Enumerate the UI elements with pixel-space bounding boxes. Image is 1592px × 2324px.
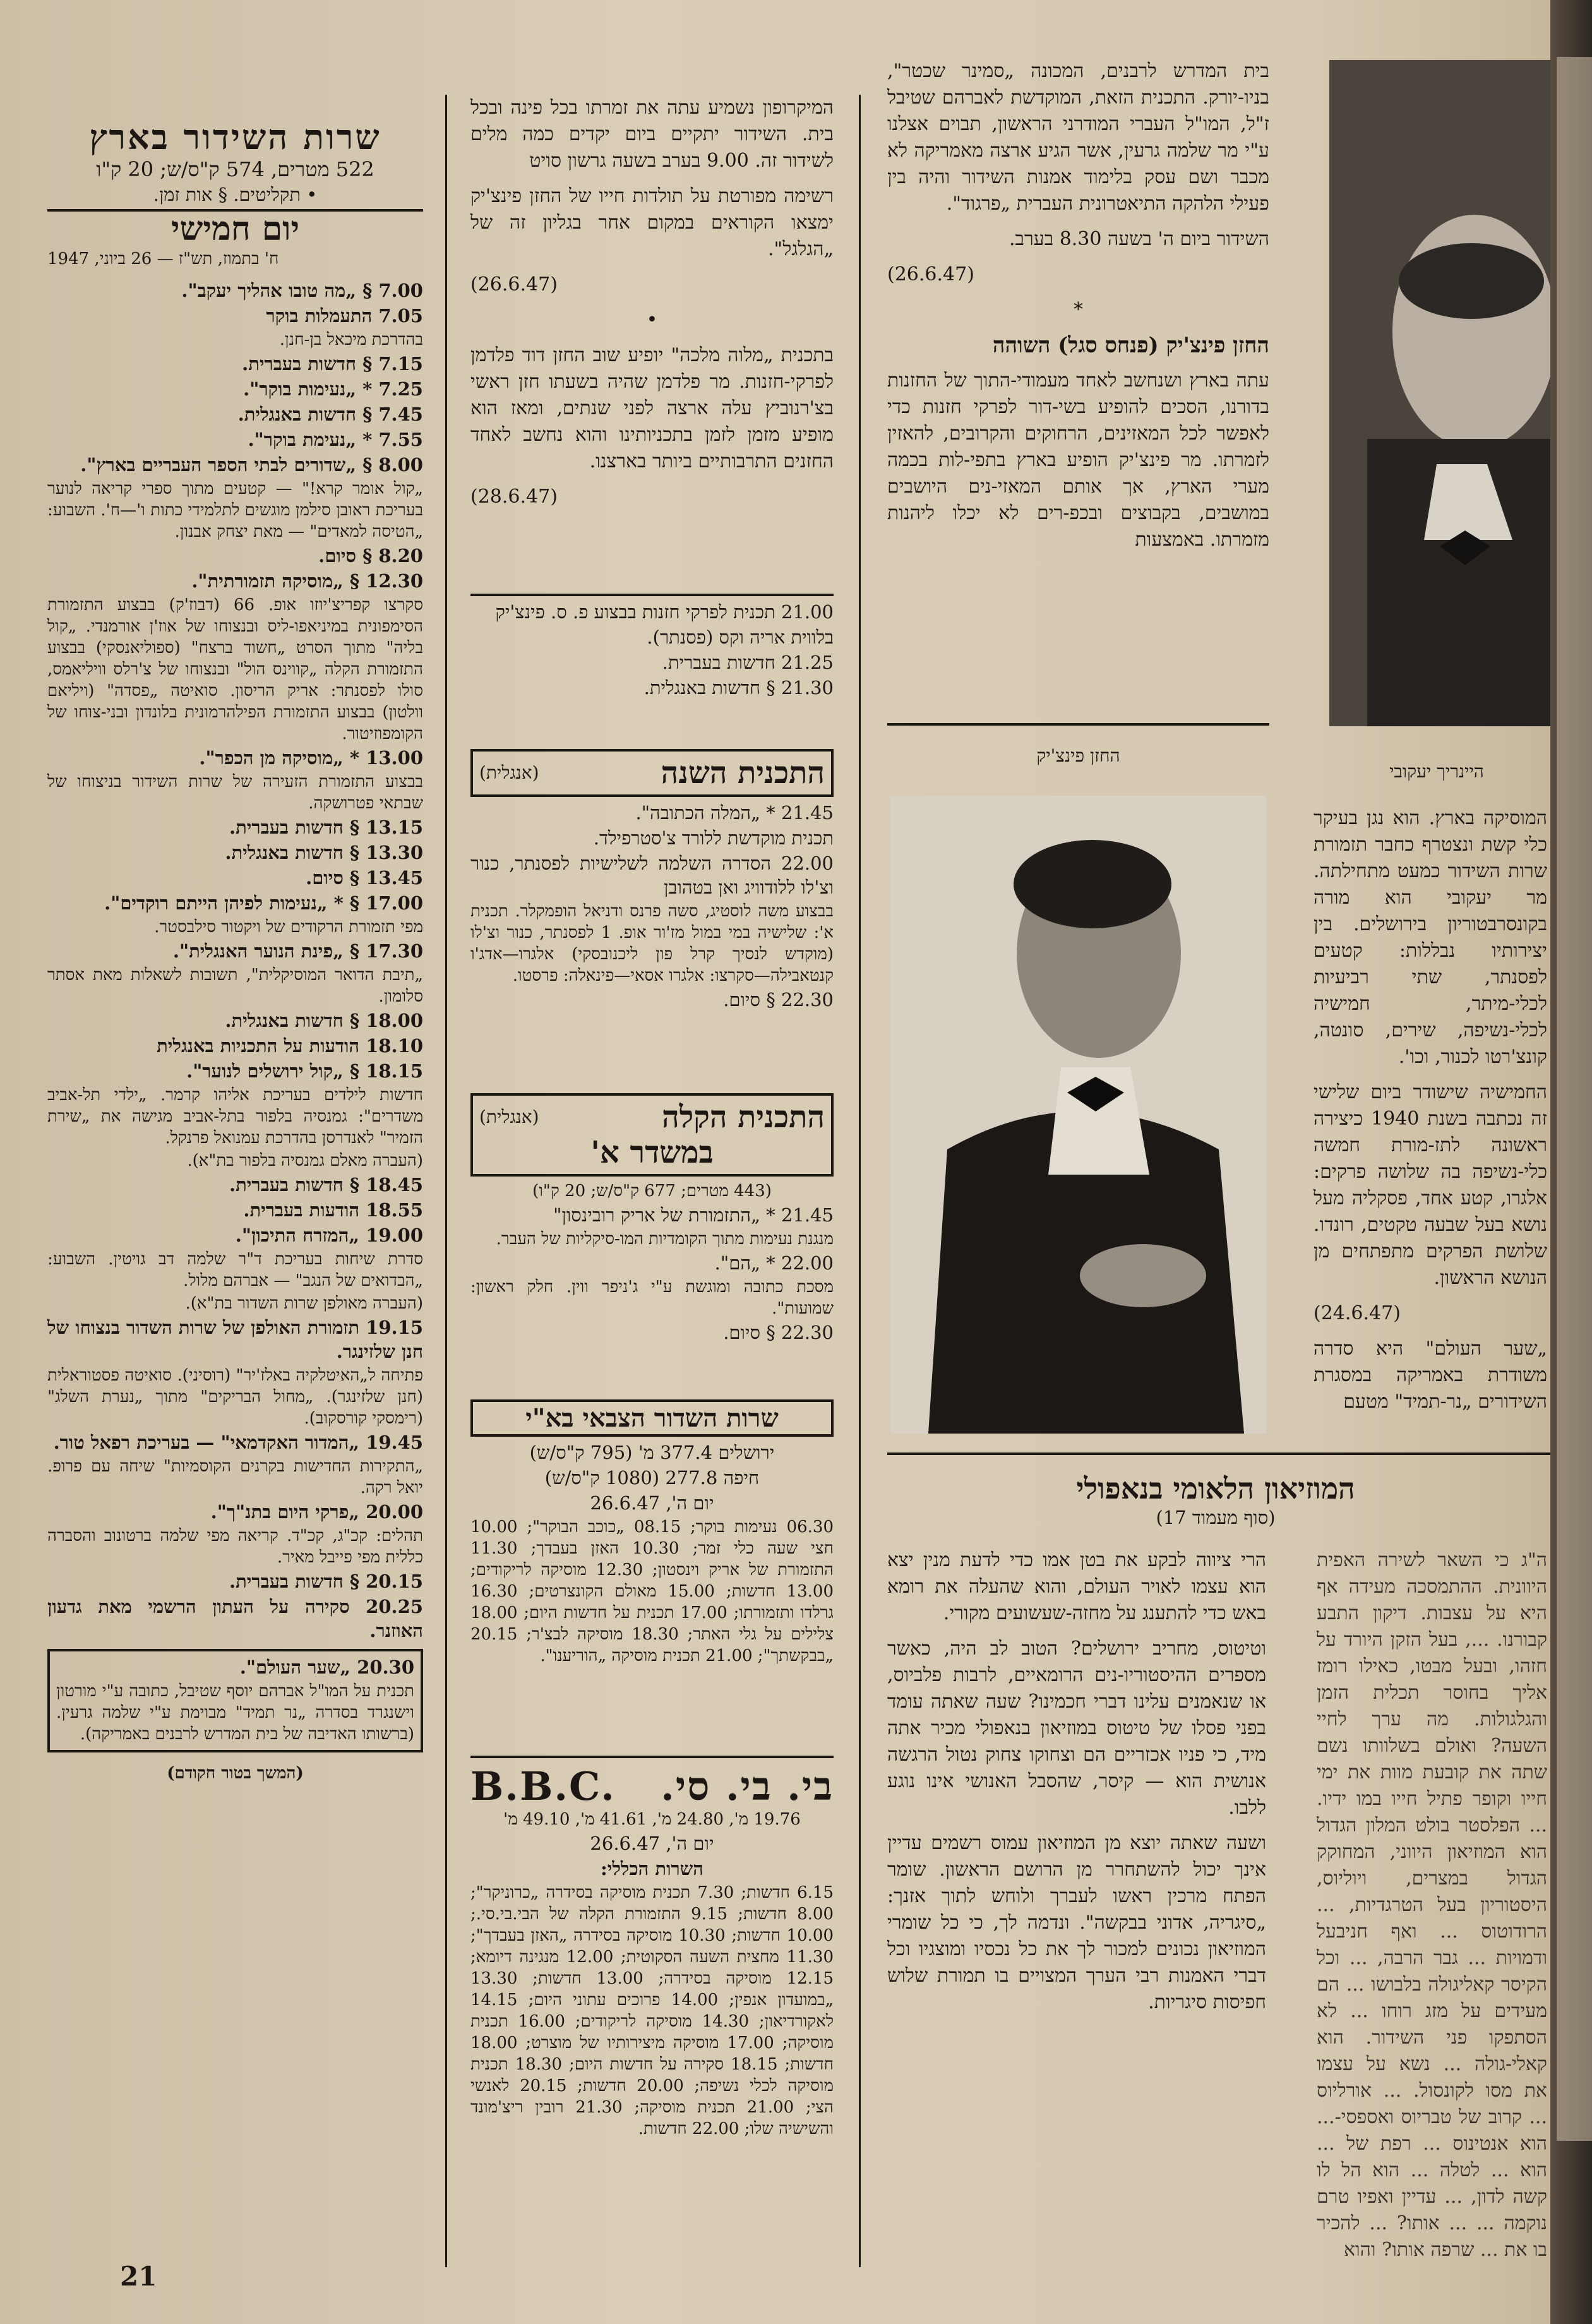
schedule-item: 20.15 § חדשות בעברית. xyxy=(229,1571,423,1592)
paragraph: רשימה מפורטת על תולדות חייו של החזן פינצ'יק ימצאו הקוראים במקום אחר בגליון זה של „הגלגל". xyxy=(470,185,834,260)
schedule-list xyxy=(47,279,423,1643)
schedule-item: בלווית אריה וקס (פסנתר). xyxy=(647,626,834,648)
column-rule xyxy=(445,95,447,2267)
schedule-item: בבצוע משה לוסטיג, סשה פרנס ודניאל הופמקלר. תכנית א': שלישיה במי במול מז'ור אופ. 1 לפסנתר, כנור וצ'לו (מוקדש לנסיך קרל פון ליכנובסקי) אלגרו—אדג'ו קנטאבילה—סקרצו: אלגרו אסאי—פינאלה: פרסטו. xyxy=(470,902,834,985)
column-rule xyxy=(859,95,861,2267)
ornament: • xyxy=(646,309,658,331)
box-light-programme xyxy=(470,1089,834,1346)
schedule-body: 06.30 נעימות בוקר; 08.15 „כוכב הבוקר"; 10.00 חצי שעה כלי זמר; 10.30 האזן בעבדך; 11.30 התזמורת של אריק וינסטון; 12.30 מוסיקה לריקודים; 13.00 חדשות; 15.00 מאולם הקונצרטים; 16.30 גרלדו ותזמורתו; 17.00 תכנית על חדשות היום; 18.00 צלילים על גלי האתר; 18.30 מוסיקה לבצ'ר; 20.15 „בבקשתך"; 21.00 תכנית מוסיקה „הוריענו". xyxy=(470,1518,834,1665)
paragraph: החמישיה שישודר ביום שלישי זה נכתבה בשנת 1940 כיצירה ראשונה לתז-מורת חמשה כלי-נשיפה בה שלושה פרקים: אלגרו, קטע אחד, פסקליה מעל נושא בעל שבעה טקטים, רונדו. שלושת הפרקים מתפתחים מן הנושא הראשון. xyxy=(1314,1081,1547,1289)
article-mid-top xyxy=(470,95,834,519)
section-header-box xyxy=(470,1093,834,1177)
bbc-section xyxy=(470,1756,834,2141)
schedule-item: 7.55 * „נעימת בוקר". xyxy=(248,429,423,450)
schedule-item: 7.00 § „מה טובו אהליך יעקב". xyxy=(181,280,423,301)
schedule-item: 22.30 § סיום. xyxy=(723,1322,834,1343)
paragraph: עתה בארץ ושנחשב לאחד מעמודי-התוך של החזנות בדורנו, הסכים להופיע בשי-דור לפרקי חזנות כדי לאפשר לכל המאזינים, הרחוקים והקרובים, להאזין לזמרתו. מר פינצ'יק הופיע בארץ בתפי-לות בכמה מערי הארץ, אך אותם המאזי-נים היושבים במושבים, בקבוצים ובכפ-רים לא יכלו ליהנות מזמרתו. באמצעות xyxy=(887,369,1269,551)
schedule-item: סדרת שיחות בעריכת ד"ר שלמה דב גויטין. השבוע: „הבדואים של הנגב" — אברהם מלול. xyxy=(47,1250,423,1290)
schedule-item: (העברה מאלם גמנסיה בלפור בת"א). xyxy=(187,1151,423,1170)
schedule-item: 21.25 חדשות בעברית. xyxy=(662,652,834,673)
box-world-gate xyxy=(47,1649,423,1752)
portrait-photo-jacoby xyxy=(1329,60,1550,726)
date-line: יום ה', 26.6.47 xyxy=(590,1833,714,1854)
frequency-line: (443 מטרים; 677 ק"ס/ש; 20 ק"ו) xyxy=(532,1182,772,1201)
schedule-item: „קול אומר קרא!" — קטעים מתוך ספרי קריאה לנוער בעריכת ראובן סילמן מוגשים לתלמידי כתות ו'—ח'. השבוע: „הטיסה למאדים" — מאת יצחק אבנון. xyxy=(47,479,423,541)
schedule-item: תהלים: קכ"ג, קכ"ד. קריאה מפי שלמה ברטונוב והסברה כללית מפי פייבל מאיר. xyxy=(47,1526,423,1567)
date-line: ח' בתמוז, תש"ז — 26 ביוני, 1947 xyxy=(47,249,279,268)
schedule-item: 18.15 § „קול ירושלים לנוער". xyxy=(186,1060,423,1082)
divider xyxy=(470,594,834,596)
schedule-item: חדשות לילדים בעריכת אליהו קרמר. „ילדי תל-אביב משדרים": גמנסיה בלפור בתל-אביב מגישה את „שירת הזמיר" לאנדרסן בהדרכת עמנואל פרנקל. xyxy=(47,1086,423,1147)
date-line: יום ה', 26.6.47 xyxy=(590,1492,714,1514)
schedule-item: 21.45 * „התזמורת של אריק רובינסון" xyxy=(553,1204,834,1226)
paragraph: הרי ציווה לבקע את בטן אמו כדי לדעת מנין יצא הוא עצמו לאויר העולם, והוא שהעלה את רומא באש כדי להתענג על מחזה-שעשועים מקורי. xyxy=(887,1549,1266,1624)
army-broadcast-section xyxy=(470,1396,834,1668)
bbc-title-he: בי. בי. סי. xyxy=(661,1763,834,1809)
schedule-item: 22.30 § סיום. xyxy=(723,989,834,1010)
section-title: התכנית הקלה xyxy=(662,1099,825,1135)
schedule-item: 21.30 § חדשות באנגלית. xyxy=(643,677,834,698)
date-stamp: (26.6.47) xyxy=(470,273,558,296)
schedule-item: 18.00 § חדשות באנגלית. xyxy=(225,1010,423,1031)
page-number: 21 xyxy=(120,2261,157,2292)
schedule-item: 13.45 § סיום. xyxy=(306,867,423,889)
schedule-item: 7.15 § חדשות בעברית. xyxy=(242,353,423,374)
section-title: שרות השידור בארץ xyxy=(89,117,381,157)
frequency-line: חיפה 277.8 (1080 ק"ס/ש) xyxy=(544,1467,760,1488)
schedule-item: בהדרכת מיכאל בן-חנן. xyxy=(279,330,423,349)
schedule-left-column xyxy=(47,117,423,1785)
paragraph: השידור ביום ה' בשעה 8.30 בערב. xyxy=(1008,228,1269,250)
schedule-item: מסכת כתובה ומוגשת ע"י ג'ניפר ווין. חלק ראשון: שמועות". xyxy=(470,1278,834,1318)
schedule-mid-1 xyxy=(470,600,834,701)
date-stamp: (24.6.47) xyxy=(1314,1302,1401,1324)
box-body: תכנית על המו"ל אברהם יוסף שטיבל, כתובה ע"י מורטון וישנגרד בסדרה „נר תמיד" מבוימת ע"י שלמה גרעין. (ברשותו האדיבה של בית המדרש לרבנים באמריקה). xyxy=(56,1682,414,1744)
caption-jacoby: היינריך יעקובי xyxy=(1389,761,1484,782)
bbc-title-en: B.B.C. xyxy=(470,1763,616,1809)
day-title: יום חמישי xyxy=(171,210,300,248)
schedule-item: 19.15 תזמורת האולפן של שרות השדור בנצוחו של חנן שלזינגר. xyxy=(47,1317,423,1362)
schedule-item: בבצוע התזמורת הזעירה של שרות השידור בניצוחו של שבתאי פטרושקה. xyxy=(47,772,423,813)
paragraph: „שער העולם" היא סדרה משודרת באמריקה במסגרת השידורים „נר-תמיד" מטעם xyxy=(1314,1338,1547,1413)
paragraph: בית המדרש לרבנים, המכונה „סמינר שכטר", בניו-יורק. התכנית הזאת, המוקדשת לאברהם שטיבל ז"ל, המו"ל העברי המודרני הראשון, תבוים אצלנו ע"י מר שלמה גרעין, אשר הגיע ארצה מאמריקה לא מכבר ושם עסק בלימוד אמנות השידור והיה בין פעילי הלהקה התיאטרונית העברית „פרגוד". xyxy=(887,60,1269,215)
schedule-item: 21.45 * „המלה הכתובה". xyxy=(635,802,834,824)
schedule-item: 22.00 * „הם". xyxy=(714,1252,834,1274)
schedule-item: (העברה מאולפן שרות השדור בת"א). xyxy=(185,1294,423,1313)
schedule-item: 7.25 * „נעימות בוקר". xyxy=(243,378,423,400)
schedule-item: פתיחה ל„האיטלקיה באלז'יר" (רוסיני). סואיטה פסטוראלית (חנן שלזינגר). „מחול הבריקים" מתוך „נערת השלג" (רימסקי קורסקוב). xyxy=(47,1366,423,1428)
divider xyxy=(887,1452,1550,1455)
section-lang: (אנגלית) xyxy=(479,762,539,783)
bbc-subtitle: השרות הכללי: xyxy=(601,1858,703,1879)
schedule-item: „תיבת הדואר המוסיקלית", תשובות לשאלות מאת אסתר סלומון. xyxy=(47,966,423,1006)
schedule-item: תכנית מוקדשת ללורד צ'סטרפילד. xyxy=(593,827,834,849)
schedule-item: מנגנת נעימות מתוך הקומדיות המו-סיקליות של העבר. xyxy=(496,1230,834,1249)
section-title: התכנית השנה xyxy=(661,755,825,791)
caption-pinchik: החזן פינצ'יק xyxy=(1036,745,1120,766)
paragraph: ושעה שאתה יוצא מן המוזיאון עמוס רשמים עדיין אינך יכול להשתחרר מן הרושם הראשון. שומר הפתח מרכין ראשו לעברך ולוחש לתוך אזנך: „סיגריה, אדוני בבקשה". ונדמה לך, כי כל שומרי המוזיאון נכונים למכור לך את כל נכסיו ומוצגיו וכל דברי האמנות רבי הערך המצויים בו תמורת שלוש חפיסות סיגריות. xyxy=(887,1832,1266,2013)
museum-article xyxy=(887,1471,1544,1531)
paragraph-lead: החזן פינצ'יק (פנחס סגל) השוהה xyxy=(992,333,1269,358)
article-jacoby-text xyxy=(1314,805,1547,1424)
schedule-item: 19.00 „המזרח התיכון". xyxy=(235,1225,423,1246)
schedule-item: 22.00 הסדרה השלמה לשלישיות לפסנתר, כנור וצ'לו ללודוויג ואן בטהובן xyxy=(470,853,834,898)
schedule-item: 18.55 הודעות בעברית. xyxy=(243,1199,423,1221)
frequency-line: ירושלים 377.4 מ' (795 ק"ס/ש) xyxy=(529,1442,775,1463)
schedule-item: 13.15 § חדשות בעברית. xyxy=(229,817,423,838)
date-stamp: (26.6.47) xyxy=(887,263,974,285)
adjacent-page-edge xyxy=(1557,57,1592,2141)
frequency-line: 19.76 מ', 24.80 מ', 41.61 מ', 49.10 מ' xyxy=(503,1810,801,1829)
box-title: 20.30 „שער העולם". xyxy=(239,1656,414,1678)
article-title: המוזיאון הלאומי בנאפולי xyxy=(1076,1471,1355,1506)
paragraph: המיקרופון נשמיע עתה את זמרתו בכל פינה ובכל בית. השידור יתקיים ביום יקדים כמה מלים לשידור זה. 9.00 בערב בשעה גרשון סויט xyxy=(470,97,834,172)
schedule-item: 13.30 § חדשות באנגלית. xyxy=(225,842,423,863)
paragraph: ה"ג כי השאר לשירה האפית היוונית. ההתמסכה מעידה אף היא על עצבות. דיקון התבע קבורנו. ..., בעל הזקן היורד על חזהו, ובעל מבטו, כאילו רומז אליך בחוסר תכלית הזמן והגלגולות. מה ערך לחיי השעה? ואולם בשלוותו נשם שתה את קובעת מוות את ימי חייו וקופר פתיל חייו במו ידיו. ... הפלסטר בולט המלון הגדול הוא המוזיאון היווני, המחוקק הגדול במצרים, ויוליוס, היסטוריון בעל הטרגדיות, ... הרודוטוס ... ואף חניבעל ודמויות ... גבר הרבה, ... וכל הקיסר קאליגולה בלבושו ... הם מעידים על מזג רוחו ... לא הסתפקו פני השידור. הוא קאלי-גולה ... נשא על עצמו את מסו לקונסול. ... אורליוס ... קרוב של טבריוס ואספסי-... הוא אנטינוס ... רפת של ... הוא ... לטלה ... הוא הל לו קשה לדון, ... עדיין ואפיו טרם נוקמה ... ... אותו? ... להכיר בו את ... שרפה אותו? והוא xyxy=(1317,1549,1547,2261)
continued-note: (המשך בטור חקודם) xyxy=(167,1764,304,1783)
schedule-item: 21.00 תכנית לפרקי חזנות בבצוע פ. ס. פינצ'יק xyxy=(495,601,834,623)
box-third-programme xyxy=(470,745,834,1013)
schedule-item: 12.30 § „מוסיקה תזמורתית". xyxy=(191,570,423,592)
section-lang: (אנגלית) xyxy=(479,1106,539,1127)
schedule-item: 7.45 § חדשות באנגלית. xyxy=(237,404,423,425)
section-header-box xyxy=(470,1399,834,1437)
schedule-body: 6.15 חדשות; 7.30 תכנית מוסיקה בסידרה „כרוניקר"; 8.00 חדשות; 9.15 התזמורת הקלה של הבי.בי.סי.; 10.00 חדשות; 10.30 מוסיקה בסידרה „האזן בעבדך"; 11.30 מחצית השעה הסקוטית; 12.00 מנגינה דיומא; 12.15 מוסיקה בסידרה; 13.00 חדשות; 13.30 „במועדון אנפין; 14.00 פרוכים עתוני היום; 14.15 לאקורדיאון; 14.30 מוסיקה לריקודים; 16.00 תכנית מוסיקה; 17.00 מוסיקה מיצירותיו של מוצרט; 18.00 חדשות; 18.15 סקירה על חדשות היום; 18.30 תכנית מוסיקה לכלי נשיפה; 20.00 חדשות; 20.15 לאנשי הצי; 21.00 תכנית מוסיקה; 21.30 רובין ריצ'מונד והשישיה שלו; 22.00 חדשות. xyxy=(470,1883,834,2138)
bbc-header xyxy=(470,1756,834,1809)
schedule-item: 20.00 „פרקי היום בתנ"ך". xyxy=(210,1501,423,1523)
schedule-item: 17.30 § „פינת הנוער האנגלית". xyxy=(172,940,423,962)
portrait-photo-pinchik xyxy=(890,796,1266,1434)
section-title: שרות השדור הצבאי בא"י xyxy=(525,1403,779,1433)
schedule-item: 8.20 § סיום. xyxy=(318,545,423,566)
schedule-item: 18.45 § חדשות בעברית. xyxy=(229,1174,423,1195)
schedule-item: מפי תזמורת הרקודים של ויקטור סילבסטר. xyxy=(154,918,423,937)
museum-article-body-right xyxy=(1317,1547,1547,2272)
paragraph: וטיטוס, מחריב ירושלים? הטוב לב היה, כאשר מספרים ההיסטוריו-נים הרומאיים, לרבות פלביוס, או שנאמנים עלינו דברי חכמינו? שעה שאתה עומד בפני פסלו של טיטוס במוזיאון בנאפולי מכיר אתה מיד, כי פניו אכזריים הם וצחוקו צחוק נטול הרגשה אנושית הוא — קיסר, שהסבל האנושי אינו נוגע ללבו. xyxy=(887,1638,1266,1819)
divider xyxy=(887,723,1269,726)
date-stamp: (28.6.47) xyxy=(470,486,558,508)
schedule-item: 17.00 § * „נעימות לפיהן הייתם רוקדים". xyxy=(104,892,423,914)
ornament: * xyxy=(1074,299,1083,321)
schedule-item: 19.45 „המדור האקדמאי" — בעריכת רפאל טור. xyxy=(53,1432,423,1453)
article-right-top xyxy=(887,58,1269,562)
schedule-item: 7.05 התעמלות בוקר xyxy=(266,305,423,326)
section-header-box xyxy=(470,749,834,797)
article-subtitle: (סוף מעמוד 17) xyxy=(1156,1507,1276,1528)
legend-line: • תקליטים. § אות זמן. xyxy=(153,184,318,205)
schedule-item: 18.10 הודעות על התכניות באנגלית xyxy=(157,1035,423,1057)
schedule-item: 20.25 סקירה על העתון הרשמי מאת גדעון האוזנר. xyxy=(47,1596,423,1641)
schedule-item: 8.00 § „שדורים לבתי הספר העבריים בארץ". xyxy=(80,454,423,476)
schedule-item: „התקירות החדישות בקרנים הקוסמיות" שיחה עם פרופ. יואל רקה. xyxy=(47,1457,423,1497)
paragraph: המוסיקה בארץ. הוא נגן בעיקר כלי קשת ונצטרף כחבר תזמורת שרות השידור כמעט מתחילתה. מר יעקובי הוא מורה בקונסרבטוריון בירושלים. בין יצירותיו נבללות: קטעים לפסנתר, שתי רביעיות לכלי-מיתר, חמישיה לכלי-נשיפה, שירים, סונטה, קונצ'רטו לכנור, וכו'. xyxy=(1314,807,1547,1068)
section-subtitle: במשדר א' xyxy=(590,1135,714,1170)
paragraph: בתכנית „מלוה מלכה" יופיע שוב החזן דוד פלדמן לפרקי-חזנות. מר פלדמן שהיה בשעתו חזן ראשי בצ'רנוביץ עלה ארצה לפני שנתים, ומאז הוא מופיע מזמן לזמן בתכניותינו והוא נחשב לאחד החזנים התרבותיים ביותר בארצנו. xyxy=(470,344,834,472)
schedule-item: 13.00 * „מוסיקה מן הכפר". xyxy=(199,747,423,769)
frequency-line: 522 מטרים, 574 ק"ס/ש; 20 ק"ו xyxy=(96,157,374,181)
schedule-item: סקרצו קפריצ'יוזו אופ. 66 (דבוז'ק) בבצוע התזמורת הסימפונית במיניאפו-ליס ובנצוחו של אוז'ן אורמנדי. „קול בליה" מתוך הסרט „חשוד ברצח" (ספוליאנסקי) בבצוע התזמורת הקלה „קווינס הול" ובנצוחו של צ'רלס וויליאמס, סולו לפסנתר: אריק הריסון. סואיטה „פסדה" (ויליאם וולטון) בבצוע התזמורת הפילהרמונית בלונדון ובני-צוחו של הקומפוזיטור. xyxy=(47,596,423,743)
museum-article-body-left xyxy=(887,1547,1266,2025)
